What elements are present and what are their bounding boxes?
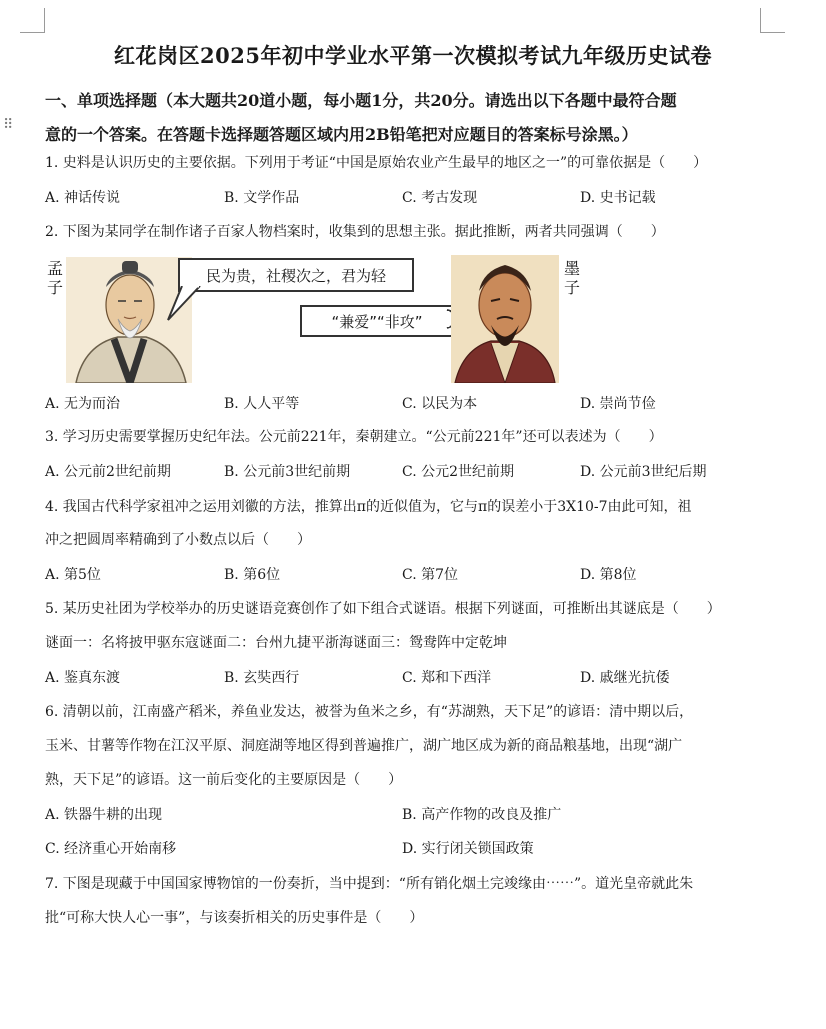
question-2-option-c: C. 以民为本	[402, 396, 478, 412]
question-3-option-c: C. 公元2世纪前期	[402, 464, 515, 480]
question-4-option-c: C. 第7位	[402, 567, 459, 583]
question-7-stem-line-1: 7. 下图是现藏于中国国家博物馆的一份奏折，当中提到：“所有销化烟土完竣缘由⋯⋯”。道光皇帝就此朱	[45, 876, 694, 892]
question-4-option-a: A. 第5位	[45, 567, 101, 583]
question-1-option-c: C. 考古发现	[402, 190, 478, 206]
drag-handle-icon[interactable]: ⠿	[3, 117, 12, 133]
question-3-stem: 3. 学习历史需要掌握历史纪年法。公元前221年，秦朝建立。“公元前221年”还可以表述为（ ）	[45, 429, 663, 445]
mencius-quote: 民为贵，社稷次之，君为轻	[205, 266, 386, 285]
mozi-speech-bubble	[300, 305, 454, 337]
section-heading-line-2: 意的一个答案。在答题卡选择题答题区域内用2B铅笔把对应题目的答案标号涂黑。）	[45, 125, 638, 144]
mozi-label-text: 墨 子	[563, 259, 580, 297]
question-3-option-b: B. 公元前3世纪前期	[224, 464, 351, 480]
mencius-label	[46, 259, 64, 297]
mozi-quote: “兼爱”“非攻”	[331, 312, 423, 331]
question-6-option-d: D. 实行闭关锁国政策	[402, 841, 534, 857]
question-4-option-d: D. 第8位	[580, 567, 637, 583]
question-4-option-b: B. 第6位	[224, 567, 281, 583]
question-6-stem-line-3: 熟，天下足”的谚语。这一前后变化的主要原因是（ ）	[45, 772, 403, 788]
question-4-stem-line-2: 冲之把圆周率精确到了小数点以后（ ）	[45, 532, 311, 548]
question-6-option-c: C. 经济重心开始南移	[45, 841, 177, 857]
question-1-option-d: D. 史书记载	[580, 190, 656, 206]
question-2-option-b: B. 人人平等	[224, 396, 300, 412]
question-5-option-d: D. 戚继光抗倭	[580, 670, 670, 686]
question-3-option-a: A. 公元前2世纪前期	[45, 464, 171, 480]
question-6-stem-line-1: 6. 清朝以前，江南盛产稻米，养鱼业发达，被誉为鱼米之乡，有“苏湖熟，天下足”的谚语：清中期以后，	[45, 704, 694, 720]
question-5-riddles: 谜面一：名将披甲驱东寇谜面二：台州九捷平浙海谜面三：鸳鸯阵中定乾坤	[45, 635, 507, 651]
question-1-option-a: A. 神话传说	[45, 190, 121, 206]
question-4-stem-line-1: 4. 我国古代科学家祖冲之运用刘徽的方法，推算出π的近似值为，它与π的误差小于3X10-7由此可知，祖	[45, 499, 692, 515]
question-2-option-d: D. 崇尚节俭	[580, 396, 656, 412]
exam-title: 红花岗区2025年初中学业水平第一次模拟考试九年级历史试卷	[114, 43, 712, 68]
question-2-stem: 2. 下图为某同学在制作诸子百家人物档案时，收集到的思想主张。据此推断，两者共同强调（ ）	[45, 224, 665, 240]
crop-mark-top-right	[760, 8, 785, 33]
question-6-option-a: A. 铁器牛耕的出现	[45, 807, 163, 823]
question-7-stem-line-2: 批“可称大快人心一事”，与该奏折相关的历史事件是（ ）	[45, 910, 424, 926]
mencius-bubble-pointer	[160, 286, 206, 322]
mencius-label-text: 孟 子	[46, 259, 63, 297]
crop-mark-top-left	[20, 8, 45, 33]
question-2-option-a: A. 无为而治	[45, 396, 121, 412]
question-5-stem: 5. 某历史社团为学校举办的历史谜语竞赛创作了如下组合式谜语。根据下列谜面，可推断出其谜底是（ ）	[45, 601, 721, 617]
question-5-option-a: A. 鉴真东渡	[45, 670, 121, 686]
mozi-portrait	[451, 255, 559, 383]
question-1-stem: 1. 史料是认识历史的主要依据。下列用于考证“中国是原始农业产生最早的地区之一”的可靠依据是（ ）	[45, 155, 708, 171]
question-5-option-c: C. 郑和下西洋	[402, 670, 492, 686]
section-heading-line-1: 一、单项选择题（本大题共20道小题，每小题1分，共20分。请选出以下各题中最符合题	[45, 91, 677, 110]
question-6-option-b: B. 高产作物的改良及推广	[402, 807, 562, 823]
section-heading	[45, 84, 775, 152]
question-3-option-d: D. 公元前3世纪后期	[580, 464, 707, 480]
question-5-option-b: B. 玄奘西行	[224, 670, 300, 686]
mencius-speech-bubble	[178, 258, 414, 292]
question-6-stem-line-2: 玉米、甘薯等作物在江汉平原、洞庭湖等地区得到普遍推广，湖广地区成为新的商品粮基地，出现“湖广	[45, 738, 683, 754]
question-1-option-b: B. 文学作品	[224, 190, 300, 206]
mozi-label	[563, 259, 581, 297]
